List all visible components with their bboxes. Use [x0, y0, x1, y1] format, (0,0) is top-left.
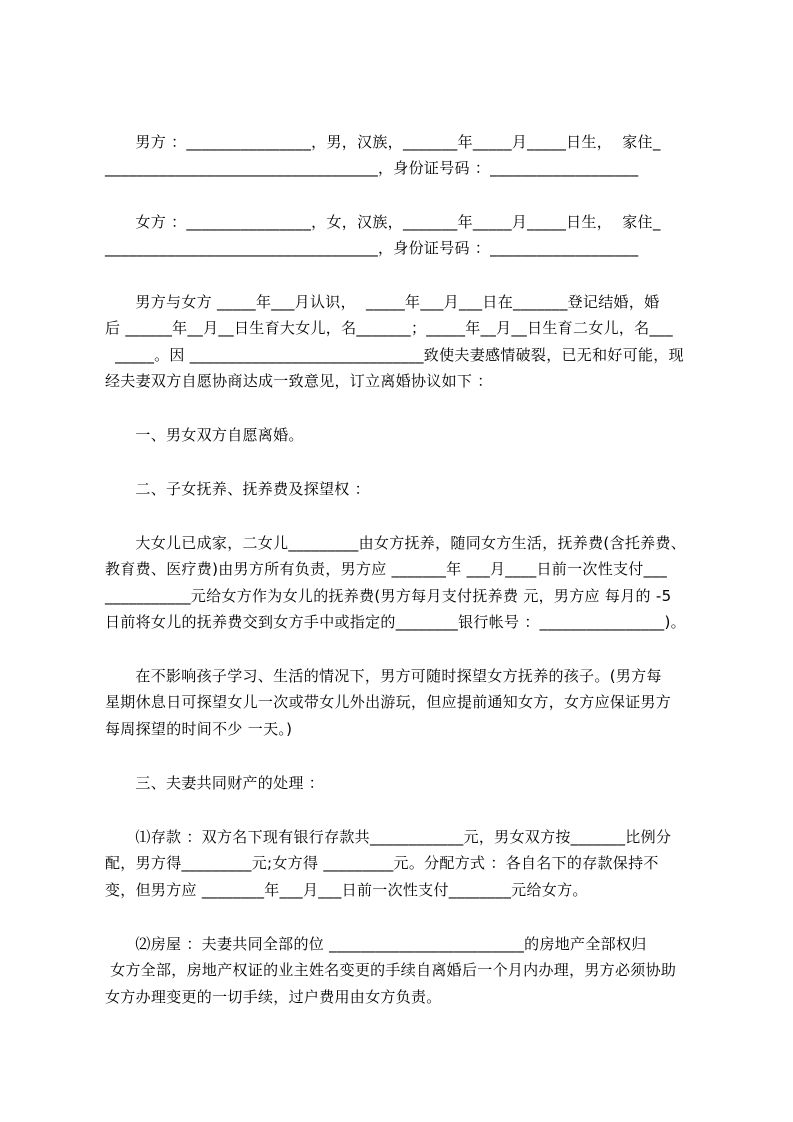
paragraph-deposit-line-1: ⑴存款 ：双方名下现有银行存款共____________元，男女双方按_______比例分 [105, 828, 672, 846]
paragraph-visitation-line-1: 在不影响孩子学习、生活的情况下，男方可随时探望女方抚养的孩子。(男方每 [105, 667, 662, 685]
paragraph-house-line-1: ⑵房屋 ：夫妻共同全部的位 _________________________的房地产全部权归 [105, 935, 647, 953]
paragraph-marriage-line-1: 男方与女方 _____年___月认识， _____年___月___日在_______登记结婚，婚 [105, 293, 660, 311]
section-heading-1: 一、男女双方自愿离婚。 [105, 426, 304, 444]
paragraph-child-support-line-4: 日前将女儿的抚养费交到女方手中或指定的________银行帐号 ：________________)。 [105, 613, 686, 631]
paragraph-child-support-line-2: 教育费、医疗费)由男方所有负责，男方应 _______年 ___月____日前一次性支付___ [105, 560, 667, 578]
paragraph-deposit-line-3: 变，但男方应 ________年___月___日前一次性支付________元给女方。 [105, 881, 588, 899]
paragraph-child-support-line-1: 大女儿已成家，二女儿_________由女方抚养，随同女方生活，抚养费(含托养费、 [105, 534, 687, 552]
paragraph-deposit-line-2: 配，男方得_________元;女方得 _________元。分配方式 ：各自名下的存款保持不 [105, 854, 659, 872]
paragraph-house-line-3: 女方办理变更的一切手续，过户费用由女方负责。 [105, 988, 442, 1006]
paragraph-wife-info-line-1: 女方 ：________________，女，汉族，_______年_____月_____日生， 家住_ [105, 213, 661, 231]
paragraph-marriage-line-4: 经夫妻双方自愿协商达成一致意见，订立离婚协议如下 ： [105, 372, 493, 390]
paragraph-husband-info-line-1: 男方 ：________________，男，汉族，_______年_____月_____日生， 家住_ [105, 133, 661, 151]
paragraph-marriage-line-2: 后 ______年__月__日生育大女儿，名_______；_____年__月__日生育二女儿，名___ [105, 319, 673, 337]
section-heading-2: 二、子女抚养、抚养费及探望权 ： [105, 480, 370, 498]
paragraph-child-support-line-3: ___________元给女方作为女儿的抚养费(男方每月支付抚养费 元，男方应 每月的 -5 [105, 587, 672, 605]
paragraph-wife-info-line-2: ___________________________________，身份证号码 ：___________________ [105, 239, 639, 257]
paragraph-house-line-2: 女方全部，房地产权证的业主姓名变更的手续自离婚后一个月内办理，男方必须协助 [105, 961, 677, 979]
paragraph-marriage-line-3: _____。因 ______________________________致使夫妻感情破裂，已无和好可能，现 [105, 346, 684, 364]
paragraph-visitation-line-3: 每周探望的时间不少 一天。) [105, 720, 293, 738]
section-heading-3: 三、夫妻共同财产的处理 ： [105, 774, 325, 792]
paragraph-visitation-line-2: 星期休息日可探望女儿一次或带女儿外出游玩，但应提前通知女方，女方应保证男方 [105, 693, 672, 711]
paragraph-husband-info-line-2: ___________________________________，身份证号码 ：___________________ [105, 159, 639, 177]
